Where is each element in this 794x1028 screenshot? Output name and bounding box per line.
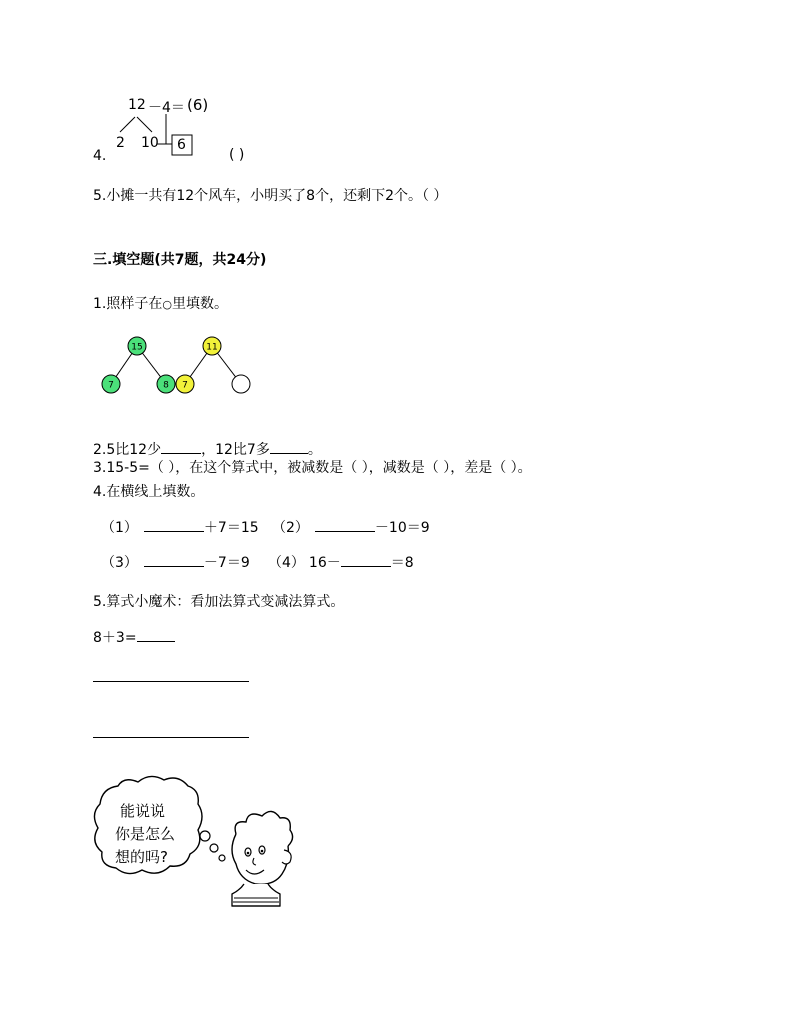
f4-item-label: （2） — [272, 520, 309, 536]
f4-item-label: （1） — [101, 520, 138, 536]
f2-part1: 2.5比12少 — [93, 442, 162, 458]
f1-circle-glyph: ○ — [162, 298, 172, 311]
bubble-line-3: 想的吗? — [115, 848, 168, 866]
f1-text: 1.照样子在 — [93, 296, 163, 312]
f2-part3: 。 — [307, 442, 322, 458]
q4-num-10: 10 — [141, 135, 159, 151]
q5-judge-text: 5.小摊一共有12个风车，小明买了8个，还剩下2个。（ ） — [93, 188, 448, 204]
green-tree-left-label: 7 — [108, 380, 114, 391]
green-tree-top-label: 15 — [131, 342, 143, 353]
f4-item-label: （3） — [101, 555, 138, 571]
f4-title: 4.在横线上填数。 — [93, 484, 205, 500]
bubble-line-2: 你是怎么 — [115, 825, 176, 843]
f4-item-suffix: －7＝9 — [203, 555, 250, 571]
q4-box-6: 6 — [177, 137, 186, 153]
section3-title: 三.填空题(共7题，共24分) — [93, 252, 267, 268]
yellow-tree-left-label: 7 — [182, 380, 188, 391]
f1-text-after: 里填数。 — [171, 296, 228, 312]
q4-num-2: 2 — [116, 135, 125, 151]
f3-line: 3.15-5=（ ），在这个算式中，被减数是（ ），减数是（ ），差是（ ）。 — [93, 460, 532, 476]
f2-part2: ，12比7多 — [201, 442, 270, 458]
f4-item-suffix: ＋7＝15 — [203, 520, 259, 536]
f5-equation: 8＋3= — [93, 630, 137, 646]
q4-label: 4. — [93, 148, 107, 164]
f4-item-suffix: －10＝9 — [374, 520, 430, 536]
q4-minus-4: －4＝ — [148, 100, 185, 116]
f4-item-suffix: ＝8 — [390, 555, 414, 571]
yellow-tree-top-label: 11 — [206, 342, 218, 353]
f5-title: 5.算式小魔术：看加法算式变减法算式。 — [93, 594, 345, 610]
q4-top-12: 12 — [128, 97, 146, 113]
q4-answer-paren: ( ) — [229, 147, 245, 163]
f4-item-label: （4） — [268, 555, 305, 571]
f4-item-prefix: 16－ — [308, 555, 341, 571]
green-tree-right-label: 8 — [163, 380, 169, 391]
bubble-line-1: 能说说 — [120, 802, 166, 820]
q4-paren-6: (6) — [187, 96, 209, 114]
